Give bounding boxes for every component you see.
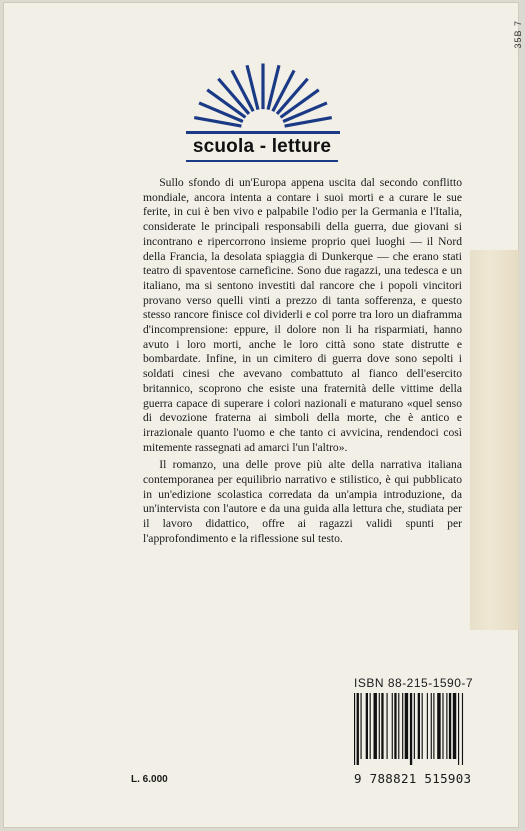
blurb-paragraph-2: Il romanzo, una delle prove più alte della narrativa italiana contemporanea per equilibrio narrativo e stilistico, è qui pubblicato in un'edizione scolastica corredata da un'ampia introduzione, da un'intervista con l'autore e da una guida alla lettura che, studiata per il lavoro didattico, offre ai ragazzi validi spunti per l'approfondimento e la riflessione sul testo. bbox=[143, 458, 462, 545]
barcode-bar bbox=[381, 693, 383, 759]
barcode-bar bbox=[366, 693, 368, 759]
blurb bbox=[143, 176, 462, 550]
barcode-bar bbox=[370, 693, 371, 759]
barcode-bar bbox=[437, 693, 440, 759]
barcode-bar bbox=[458, 693, 459, 765]
barcode-bar bbox=[387, 693, 388, 759]
barcode-bar bbox=[431, 693, 432, 759]
barcode-bar bbox=[392, 693, 393, 759]
barcode-bar bbox=[427, 693, 428, 759]
barcode-bar bbox=[462, 693, 463, 765]
barcode-bar bbox=[398, 693, 399, 759]
barcode-bar bbox=[414, 693, 415, 759]
barcode-bar bbox=[449, 693, 451, 759]
tape-strip bbox=[470, 250, 519, 630]
sunburst-logo-icon bbox=[186, 58, 340, 136]
logo-rule-bottom bbox=[186, 160, 338, 162]
barcode-bar bbox=[354, 693, 355, 765]
spine-code: 35B 7 bbox=[513, 20, 523, 49]
barcode-bar bbox=[418, 693, 420, 759]
barcode-bar bbox=[402, 693, 403, 759]
price: L. 6.000 bbox=[131, 774, 168, 785]
barcode-bar bbox=[405, 693, 408, 759]
barcode-bar bbox=[394, 693, 396, 759]
barcode-bar bbox=[453, 693, 456, 759]
blurb-paragraph-1: Sullo sfondo di un'Europa appena uscita dal secondo conflitto mondiale, ancora intenta a contare i suoi morti e a curare le sue ferite, in cui è ben vivo e palpabile l'odio per la Germania e l'Italia, considerate le principali responsabili della guerra, due giovani si incontrano e ripercorrono insieme proprio quei luoghi — il Nord della Francia, la desolata spiaggia di Dunkerque — che erano stati teatro di spaventose carneficine. Sono due ragazzi, una tedesca e un italiano, ma si sentono investiti dal rancore che i popoli vincitori provano verso quelli vinti a prezzo di tanta sofferenza, e questo stesso rancore finisce col dividerli e col porre tra loro un diaframma d'incomprensione: eppure, il dolore non li ha risparmiati, hanno avuto i loro morti, anche le loro città sono state distrutte e bombardate. Infine, in un cimitero di guerra dove sono sepolti i soldati cinesi che avevano combattuto al fianco dell'esercito britannico, scoprono che esiste una fraternità delle vittime della guerra capace di superare i colori nazionali e maturano «quel senso di devozione fraterna ai simboli della morte, che è antico e irrazionale quanto l'uomo e che tanto ci avvicina, rendendoci così mitemente rassegnati ad amarci l'un l'altro». bbox=[143, 176, 462, 454]
barcode-bar bbox=[357, 693, 359, 765]
barcode-bar bbox=[374, 693, 377, 759]
barcode-bar bbox=[410, 693, 412, 765]
barcode-bar bbox=[442, 693, 443, 759]
barcode-bar bbox=[379, 693, 380, 759]
series-title: scuola - letture bbox=[192, 136, 332, 157]
barcode-bar bbox=[361, 693, 362, 759]
barcode-bar bbox=[433, 693, 434, 759]
barcode-bar bbox=[422, 693, 423, 759]
barcode bbox=[352, 693, 502, 765]
barcode-number: 9 788821 515903 bbox=[354, 771, 472, 786]
isbn: ISBN 88-215-1590-7 bbox=[354, 676, 474, 690]
barcode-bar bbox=[446, 693, 447, 759]
